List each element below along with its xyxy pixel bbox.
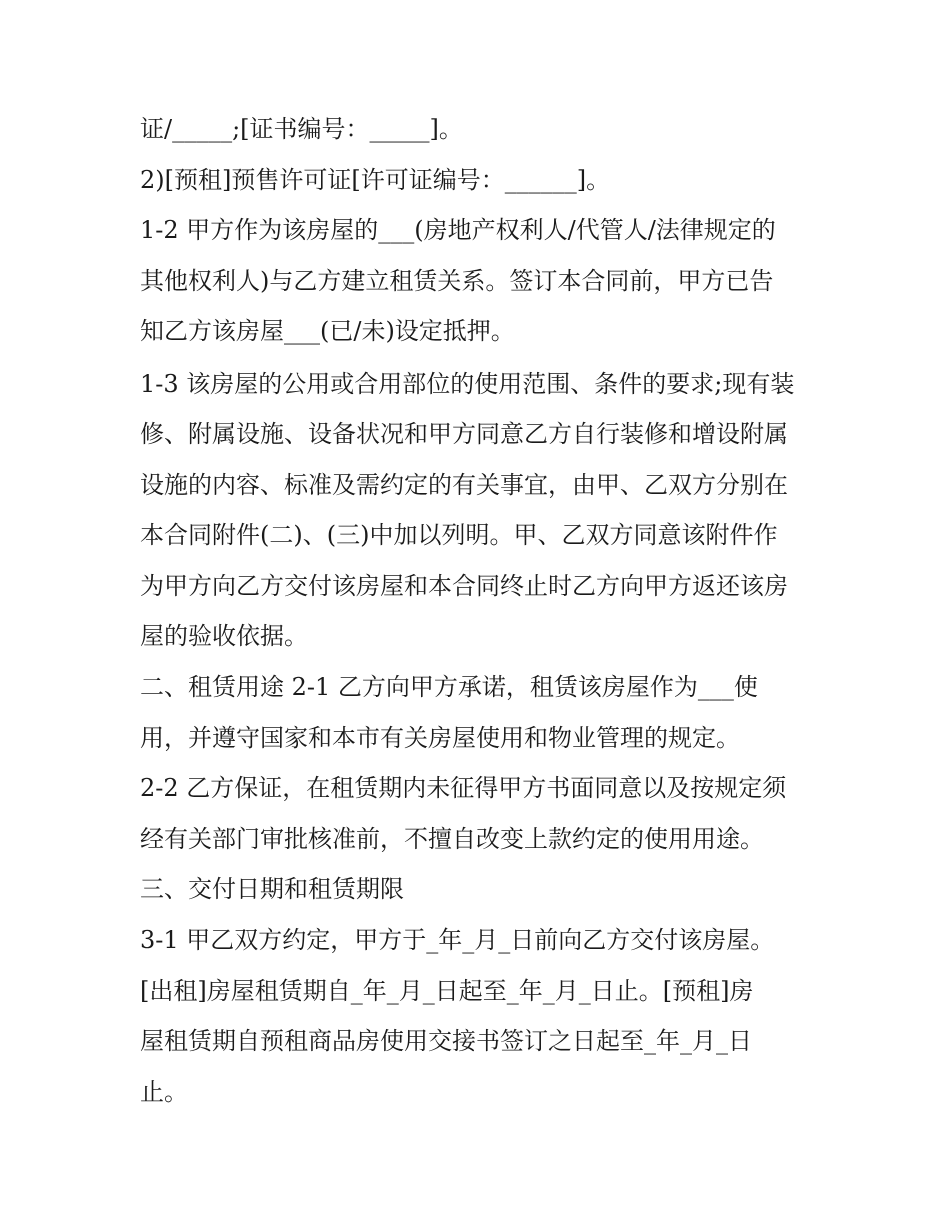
text-line: 屋的验收依据。 xyxy=(140,622,308,650)
text-line: 为甲方向乙方交付该房屋和本合同终止时乙方向甲方返还该房 xyxy=(140,572,788,600)
text-line: 设施的内容、标准及需约定的有关事宜，由甲、乙双方分别在 xyxy=(140,471,788,499)
text-line: [出租]房屋租赁期自_年_月_日起至_年_月_日止。[预租]房 xyxy=(140,977,754,1005)
text-line: 经有关部门审批核准前，不擅自改变上款约定的使用用途。 xyxy=(140,825,764,853)
text-line: 2)[预租]预售许可证[许可证编号：______]。 xyxy=(140,166,611,194)
text-line: 2-2 乙方保证，在租赁期内未征得甲方书面同意以及按规定须 xyxy=(140,774,787,802)
text-line: 3-1 甲乙双方约定，甲方于_年_月_日前向乙方交付该房屋。 xyxy=(140,926,775,954)
text-line: 止。 xyxy=(140,1078,188,1106)
text-line: 本合同附件(二)、(三)中加以列明。甲、乙双方同意该附件作 xyxy=(140,521,778,549)
text-line: 证/_____;[证书编号：_____]。 xyxy=(140,115,463,143)
text-line: 其他权利人)与乙方建立租赁关系。签订本合同前，甲方已告 xyxy=(140,267,774,295)
text-line: 1-2 甲方作为该房屋的___(房地产权利人/代管人/法律规定的 xyxy=(140,216,776,244)
text-line: 用，并遵守国家和本市有关房屋使用和物业管理的规定。 xyxy=(140,724,740,752)
text-line: 屋租赁期自预租商品房使用交接书签订之日起至_年_月_日 xyxy=(140,1027,752,1055)
text-line: 知乙方该房屋___(已/未)设定抵押。 xyxy=(140,317,515,345)
section-heading: 三、交付日期和租赁期限 xyxy=(140,875,404,903)
text-line: 1-3 该房屋的公用或合用部位的使用范围、条件的要求;现有装 xyxy=(140,370,795,398)
text-line: 二、租赁用途 2-1 乙方向甲方承诺，租赁该房屋作为___使 xyxy=(140,673,758,701)
text-line: 修、附属设施、设备状况和甲方同意乙方自行装修和增设附属 xyxy=(140,420,788,448)
